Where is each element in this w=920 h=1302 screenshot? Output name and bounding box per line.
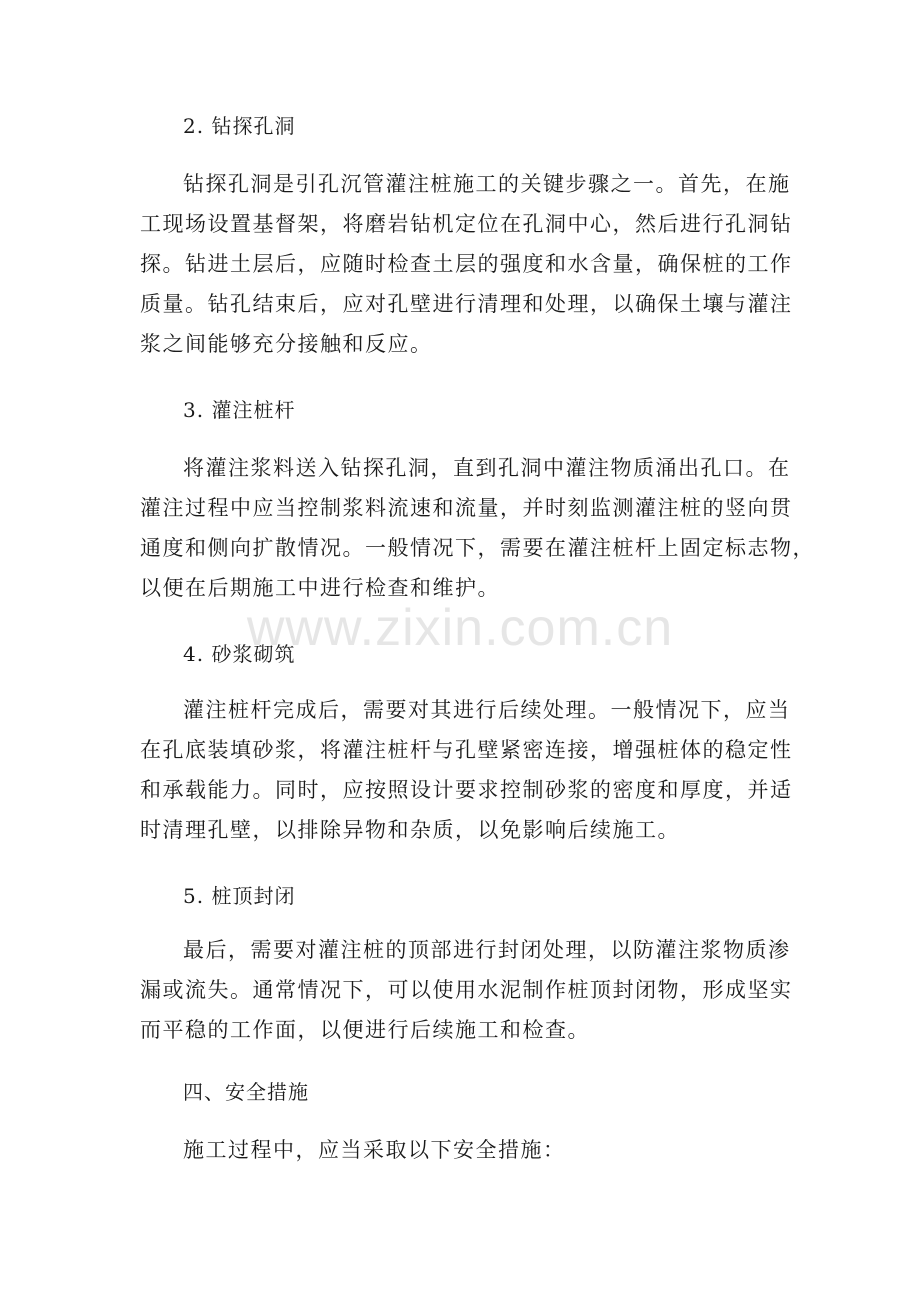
paragraph-line: 施工过程中，应当采取以下安全措施： bbox=[183, 1138, 566, 1162]
paragraph-line: 探。钻进土层后，应随时检查土层的强度和水含量，确保桩的工作 bbox=[140, 252, 793, 276]
paragraph-line: 灌注桩杆完成后，需要对其进行后续处理。一般情况下，应当 bbox=[183, 698, 791, 722]
paragraph-line: 而平稳的工作面，以便进行后续施工和检查。 bbox=[140, 1018, 590, 1042]
section-paragraph-mortar bbox=[140, 690, 800, 850]
section-paragraph-grouting bbox=[140, 448, 815, 608]
paragraph-line: 通度和侧向扩散情况。一般情况下，需要在灌注桩杆上固定标志物， bbox=[140, 536, 815, 560]
paragraph-line: 以便在后期施工中进行检查和维护。 bbox=[140, 576, 500, 600]
paragraph-line: 质量。钻孔结束后，应对孔壁进行清理和处理，以确保土壤与灌注 bbox=[140, 292, 793, 316]
section-heading-pile-top: 5. 桩顶封闭 bbox=[183, 884, 296, 908]
section-paragraph-safety bbox=[140, 1130, 800, 1170]
section-heading-mortar: 4. 砂浆砌筑 bbox=[183, 642, 296, 666]
section-heading-safety: 四、安全措施 bbox=[183, 1080, 309, 1104]
section-paragraph-pile-top bbox=[140, 930, 800, 1050]
paragraph-line: 在孔底装填砂浆，将灌注桩杆与孔壁紧密连接，增强桩体的稳定性 bbox=[140, 738, 793, 762]
paragraph-line: 浆之间能够充分接触和反应。 bbox=[140, 332, 433, 356]
watermark: www.zixin.com.cn bbox=[246, 599, 674, 657]
section-heading-grouting: 3. 灌注桩杆 bbox=[183, 398, 296, 422]
section-heading-drilling: 2. 钻探孔洞 bbox=[183, 114, 296, 138]
paragraph-line: 将灌注浆料送入钻探孔洞，直到孔洞中灌注物质涌出孔口。在 bbox=[183, 456, 791, 480]
paragraph-line: 时清理孔壁，以排除异物和杂质，以免影响后续施工。 bbox=[140, 818, 680, 842]
section-paragraph-drilling bbox=[140, 164, 800, 364]
paragraph-line: 工现场设置基督架，将磨岩钻机定位在孔洞中心，然后进行孔洞钻 bbox=[140, 212, 793, 236]
paragraph-line: 钻探孔洞是引孔沉管灌注桩施工的关键步骤之一。首先，在施 bbox=[183, 172, 791, 196]
paragraph-line: 和承载能力。同时，应按照设计要求控制砂浆的密度和厚度，并适 bbox=[140, 778, 793, 802]
paragraph-line: 灌注过程中应当控制浆料流速和流量，并时刻监测灌注桩的竖向贯 bbox=[140, 496, 793, 520]
paragraph-line: 漏或流失。通常情况下，可以使用水泥制作桩顶封闭物，形成坚实 bbox=[140, 978, 793, 1002]
paragraph-line: 最后，需要对灌注桩的顶部进行封闭处理，以防灌注浆物质渗 bbox=[183, 938, 791, 962]
